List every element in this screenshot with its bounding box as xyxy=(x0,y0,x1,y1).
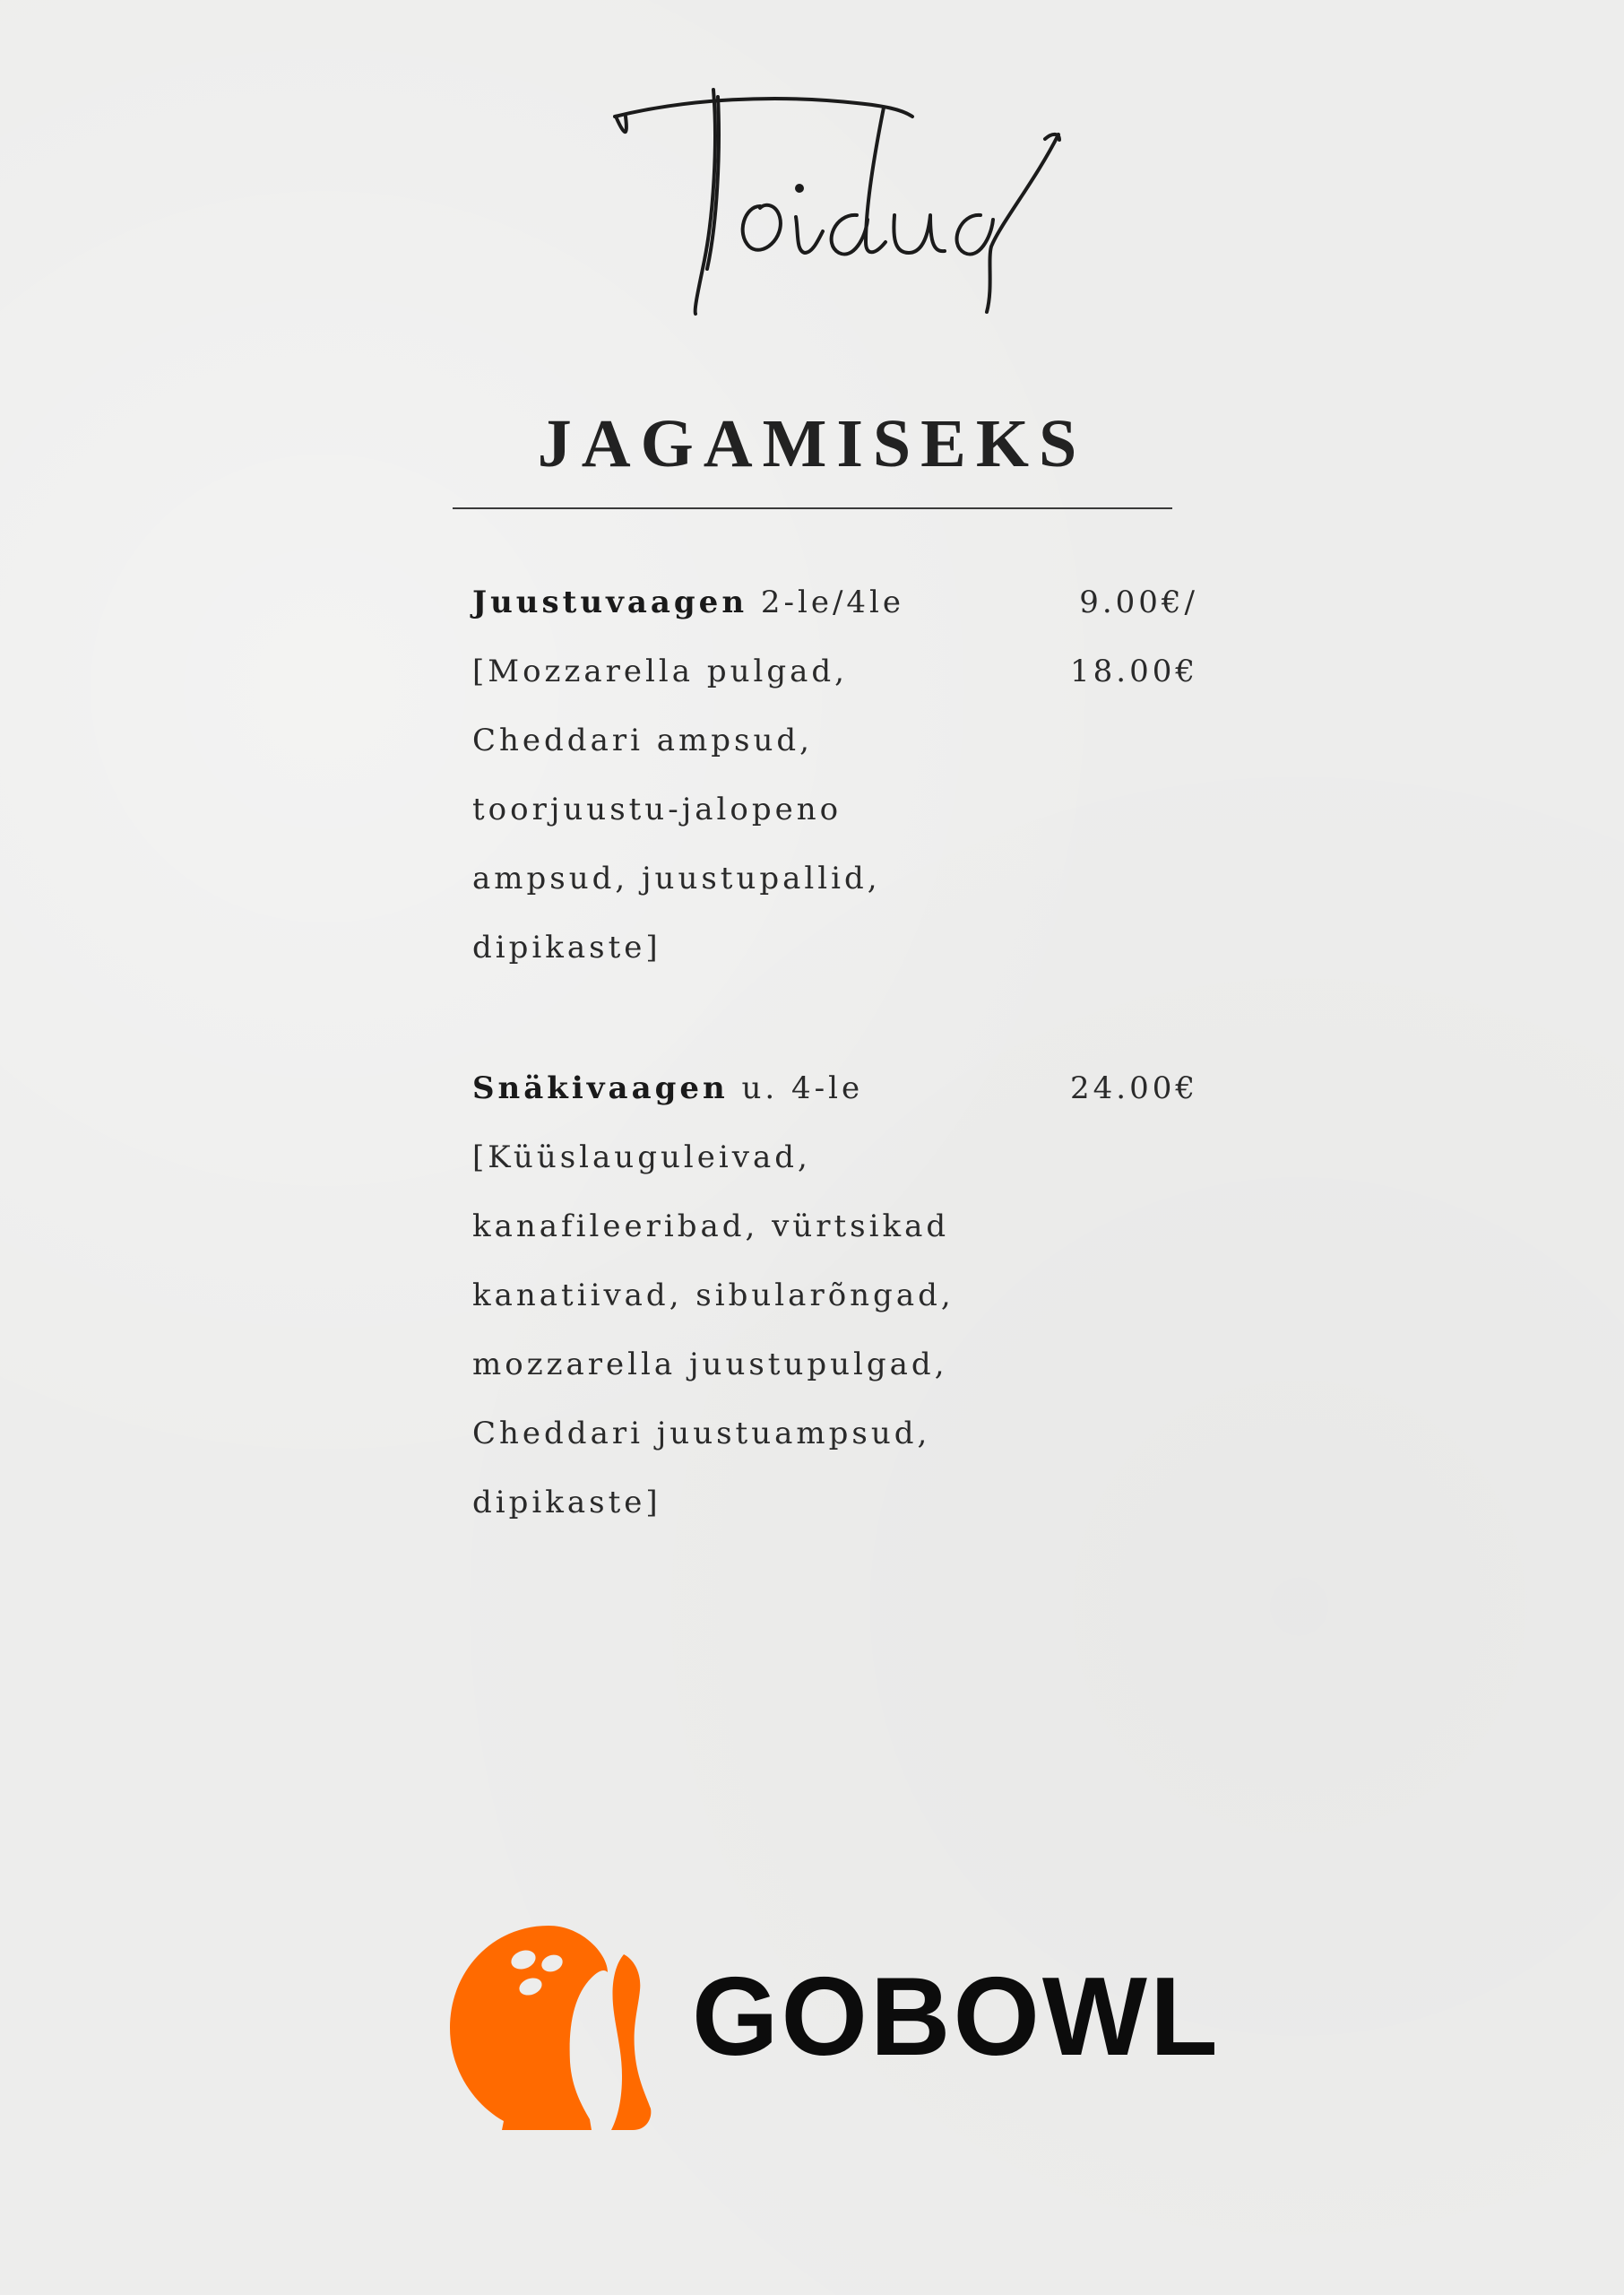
gobowl-logo xyxy=(448,1918,1219,2143)
menu-item-description-line: [Küüslauguleivad, xyxy=(472,1139,811,1175)
menu-item-price: 24.00€ xyxy=(1070,1070,1198,1106)
menu-item-price: 9.00€/ xyxy=(1079,585,1198,620)
menu-item-description-line: ampsud, juustupallid, xyxy=(472,861,881,896)
menu-item-description-line: mozzarella juustupulgad, xyxy=(472,1347,948,1382)
logo-text: GOBOWL xyxy=(692,1955,1221,2079)
menu-item-portion: u. 4-le xyxy=(728,1070,864,1106)
menu-item xyxy=(472,568,1198,983)
menu-item-name: Snäkivaagen xyxy=(472,1070,729,1106)
section-title: JAGAMISEKS xyxy=(537,406,1087,481)
menu-item-description-line: dipikaste] xyxy=(472,930,661,966)
menu-item-description-line: toorjuustu-jalopeno xyxy=(472,792,842,827)
menu-item-name: Juustuvaagen xyxy=(472,585,748,620)
menu-item-prices xyxy=(1070,568,1198,706)
bowling-ball-icon xyxy=(448,1918,663,2138)
menu-item-description-line: kanafileeribad, vürtsikad xyxy=(472,1208,950,1244)
menu-item-portion: 2-le/4le xyxy=(747,585,905,620)
script-title-text xyxy=(0,54,1,55)
menu-item-description-line: kanatiivad, sibularõngad, xyxy=(472,1277,955,1313)
script-title xyxy=(0,54,1624,341)
menu-item-description-line: dipikaste] xyxy=(472,1485,661,1520)
menu-item-description-line: [Mozzarella pulgad, xyxy=(472,654,848,689)
menu-item-description-line: Cheddari ampsud, xyxy=(472,723,813,758)
menu-item xyxy=(472,1054,1198,1537)
menu-item-description-line: Cheddari juustuampsud, xyxy=(472,1416,931,1451)
menu-item-price: 18.00€ xyxy=(1070,654,1198,689)
menu-item-prices xyxy=(1070,1054,1198,1123)
section-divider xyxy=(453,507,1172,509)
script-title-lettering xyxy=(561,54,1063,341)
